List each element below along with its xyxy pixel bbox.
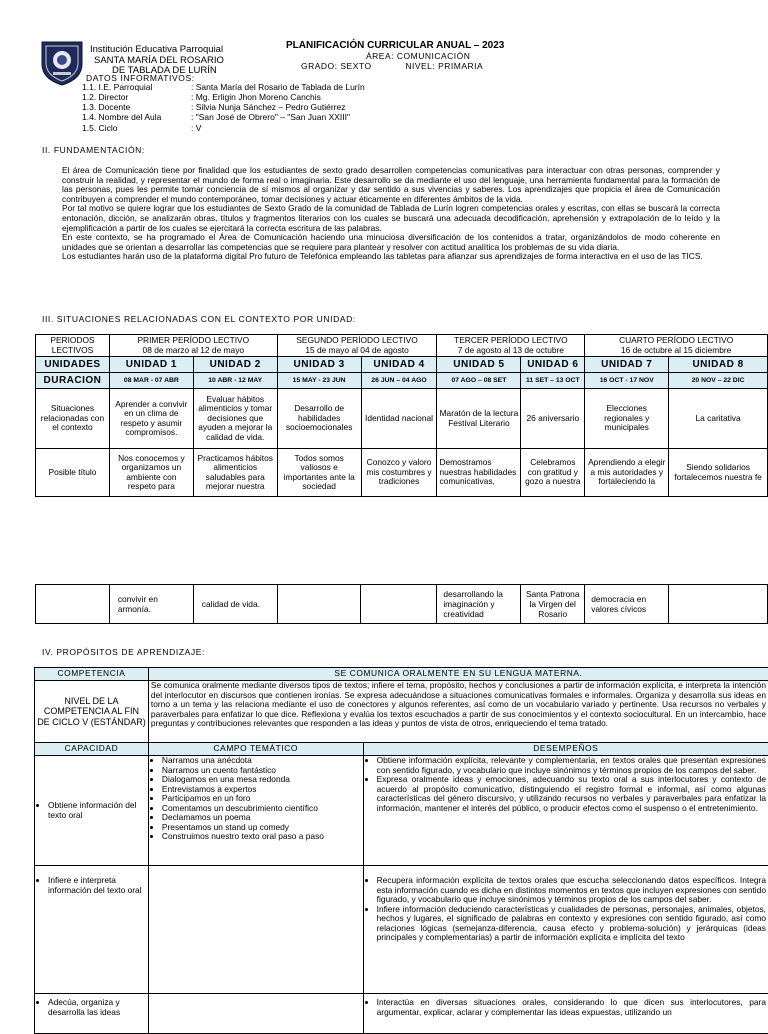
campo-item: • Narramos un cuento fantástico — [162, 766, 361, 776]
school-logo — [38, 38, 86, 86]
periods-row — [36, 335, 768, 357]
info-label: 1.5. Ciclo — [82, 123, 117, 133]
paragraph: En este contexto, se ha programado el Área de Comunicación haciendo una minuciosa diversificación de los contenidos a tratar, organizándolos de modo coherente en unidades que se orientan a desarrollar las competencias que se requiere para plantear y resolver con actitud analítica los problemas de su vida diaria. — [62, 233, 720, 252]
competencia-name: SE COMUNICA ORALMENTE EN SU LENGUA MATERNA. — [148, 668, 768, 681]
continuation-cell: desarrollando la imaginación y creatividad — [437, 585, 521, 624]
period-name: PRIMER PERÍODO LECTIVO — [112, 336, 275, 346]
campo-cell — [148, 756, 363, 866]
period-dates: 15 de mayo al 04 de agosto — [280, 346, 435, 356]
unit-duration: 11 SET – 13 OCT — [521, 373, 585, 389]
duration-label: DURACION — [36, 373, 110, 389]
paragraph: Por tal motivo se quiere lograr que los estudiantes de Sexto Grado de la comunidad de Tablada de Lurín logren competencias orales y escritas, con ellas se buscará la correcta entonación, dicción, se analizarán obras, títulos y fragmentos literarios con los cuales se buscará una adecuada decodificación, aprehensión y extrapolación de lo leído y la ejemplificación a partir de los cuales se ejercitará la correcta escritura de las palabras. — [62, 204, 720, 233]
unit-duration: 16 OCT - 17 NOV — [585, 373, 669, 389]
campo-header: CAMPO TEMÁTICO — [148, 743, 363, 756]
unit-duration: 07 AGO – 08 SET — [437, 373, 521, 389]
units-row — [36, 357, 768, 373]
competencia-row — [35, 668, 768, 681]
info-value: : Santa María del Rosario de Tablada de Lurín — [191, 83, 365, 92]
institution-line-3: DE TABLADA DE LURÍN — [90, 66, 224, 77]
continuation-cell — [277, 585, 361, 624]
continuation-cell: convivir en armonía. — [109, 585, 193, 624]
desempeno-item: • Recupera información explícita de textos orales que escucha seleccionando datos específicos. Integra esta información cuando es dicha en distintos momentos en textos que incluyen expresiones con sentido figurado, y vocabulario que incluye sinónimos y términos propios de los campos del saber. — [377, 876, 766, 905]
campo-item: • Narramos una anécdota — [162, 756, 361, 766]
situation-cell: Evaluar hábitos alimenticios y tomar decisiones que ayuden a mejorar la calidad de vida. — [193, 389, 277, 449]
document-header — [286, 40, 504, 71]
institution-line-2: SANTA MARÍA DEL ROSARIO — [90, 56, 224, 67]
period-name: CUARTO PERÍODO LECTIVO — [587, 336, 765, 346]
unit-header: UNIDAD 4 — [361, 357, 437, 373]
continuation-cell — [361, 585, 437, 624]
continuation-cell: Santa Patrona la Virgen del Rosario — [521, 585, 585, 624]
purposes-table — [34, 667, 768, 1034]
info-label: 1.3. Docente — [82, 102, 130, 112]
continuation-cell — [36, 585, 110, 624]
periods-label: PERIODOS LECTIVOS — [36, 335, 110, 357]
institution-name — [90, 45, 224, 77]
info-row-5 — [82, 124, 117, 133]
desempeno-item: • Interactúa en diversas situaciones orales, considerando lo que dicen sus interlocutores, para argumentar, explicar, aclarar y complementar las ideas expuestas, utilizando un — [377, 998, 766, 1017]
info-value: : "San José de Obrero" – "San Juan XXIII" — [191, 113, 350, 122]
area-label: ÁREA: COMUNICACIÓN — [286, 51, 504, 61]
desempeno-item: • Expresa oralmente ideas y emociones, adecuando su texto oral a sus interlocutores y contexto de acuerdo al propósito comunicativo, distinguiendo el registro formal e informal, así como algunas características del género discursivo, y utilizando recursos no verbales y paraverbales para enfatizar la información, mantener el interés del público, o producir efectos como el suspenso o el entretenimiento. — [377, 775, 766, 813]
period-name: SEGUNDO PERÍODO LECTIVO — [280, 336, 435, 346]
desempenos-header: DESEMPEÑOS — [363, 743, 768, 756]
situation-cell: Elecciones regionales y municipales — [585, 389, 669, 449]
institution-line-1: Institución Educativa Parroquial — [90, 45, 224, 56]
situations-row — [36, 389, 768, 449]
title-cell: Conozco y valoro mis costumbres y tradiciones — [361, 449, 437, 497]
situation-cell: Desarrollo de habilidades socioemocionales — [277, 389, 361, 449]
nivel-text: Se comunica oralmente mediante diversos tipos de textos; infiere el tema, propósito, hechos y conclusiones a partir de información explícita, e interpreta la intención del interlocutor en discursos que contienen ironías. Se expresa adecuándose a situaciones comunicativas formales e informales. Organiza y desarrolla sus ideas en torno a un tema y las relaciona mediante el uso de conectores y algunos referentes, así como de un vocabulario variado y pertinente. Usa recursos no verbales y paraverbales para enfatizar lo que dice. Reflexiona y evalúa los textos escuchados a partir de sus conocimientos y el contexto sociocultural. En un intercambio, hace preguntas y contribuciones relevantes que responden a las ideas y puntos de vista de otros, enriqueciendo el tema tratado. — [148, 681, 768, 743]
period-dates: 08 de marzo al 12 de mayo — [112, 346, 275, 356]
competencia-label: COMPETENCIA — [35, 668, 149, 681]
paragraph: El área de Comunicación tiene por finalidad que los estudiantes de sexto grado desarrollen competencias comunicativas para interactuar con otras personas, comprender y construir la realidad, y representar el mundo de forma real o imaginaria. Este desarrollo se da mediante el uso del lenguaje, una herramienta fundamental para la formación de las personas, pues les permite tomar conciencia de sí mismos al organizar y dar sentido a sus vivencias y saberes. Los aprendizajes que propicia el área de Comunicación contribuyen a comprender el mundo contemporáneo, tomar decisiones y actuar éticamente en diferentes ámbitos de la vida. — [62, 166, 720, 204]
situation-cell: 26 aniversario — [521, 389, 585, 449]
continuation-cell: democracia en valores cívicos — [585, 585, 669, 624]
capacidad-header: CAPACIDAD — [35, 743, 149, 756]
nivel-row — [35, 681, 768, 743]
info-value: : Mg. Erligin Jhon Moreno Canchis — [191, 93, 321, 102]
paragraph: Los estudiantes harán uso de la plataforma digital Pro futuro de Telefónica empleando las tabletas para afianzar sus aprendizajes de forma interactiva en el uso de las TICS. — [62, 252, 720, 262]
campo-cell — [148, 866, 363, 994]
units-label: UNIDADES — [36, 357, 110, 373]
period-4 — [585, 335, 768, 357]
titles-row — [36, 449, 768, 497]
unit-header: UNIDAD 5 — [437, 357, 521, 373]
desempenos-cell — [363, 994, 768, 1034]
capacidad-cell — [35, 756, 149, 866]
situations-label: Situaciones relacionadas con el contexto — [36, 389, 110, 449]
period-name: TERCER PERÍODO LECTIVO — [439, 336, 582, 346]
capacidad-item: • Infiere e interpreta información del texto oral — [48, 876, 146, 895]
title-cell: Todos somos valiosos e importantes ante la sociedad — [277, 449, 361, 497]
situation-cell: Maratón de la lectura Festival Literario — [437, 389, 521, 449]
info-row-2 — [82, 93, 128, 102]
campo-item: • Entrevistamos a expertos — [162, 785, 361, 795]
title-cell: Practicamos hábitos alimenticios saludables para mejorar nuestra — [193, 449, 277, 497]
period-2 — [277, 335, 437, 357]
situation-cell: Identidad nacional — [361, 389, 437, 449]
unit-duration: 20 NOV – 22 DIC — [669, 373, 768, 389]
capacidad-cell — [35, 994, 149, 1034]
unit-header: UNIDAD 8 — [669, 357, 768, 373]
capacidad-row-2 — [35, 866, 768, 994]
period-1 — [109, 335, 277, 357]
info-row-4 — [82, 113, 161, 122]
campo-item: • Presentamos un stand up comedy — [162, 823, 361, 833]
title-cell: Demostramos nuestras habilidades comunicativas, — [437, 449, 521, 497]
period-dates: 7 de agosto al 13 de octubre — [439, 346, 582, 356]
unit-header: UNIDAD 3 — [277, 357, 361, 373]
situation-cell: La caritativa — [669, 389, 768, 449]
grade-level-line — [286, 61, 504, 71]
capacidad-row-3 — [35, 994, 768, 1034]
info-value: : Silvia Nunja Sánchez – Pedro Gutiérrez — [191, 103, 346, 112]
unit-header: UNIDAD 6 — [521, 357, 585, 373]
info-label: 1.1. I.E. Parroquial — [82, 82, 152, 92]
desempenos-cell — [363, 756, 768, 866]
capacidad-cell — [35, 866, 149, 994]
desempenos-cell — [363, 866, 768, 994]
continuation-row — [36, 585, 768, 624]
unit-duration: 08 MAR - 07 ABR — [109, 373, 193, 389]
fundamentacion-text — [62, 166, 720, 262]
situation-cell: Aprender a convivir en un clima de respeto y asumir compromisos. — [109, 389, 193, 449]
capacidad-row-1 — [35, 756, 768, 866]
desempeno-item: • Obtiene información explícita, relevante y complementaria, en textos orales que presentan expresiones con sentido figurado, y vocabulario que incluye sinónimos y términos propios de los campos del saber. — [377, 756, 766, 775]
info-label: 1.2. Director — [82, 92, 128, 102]
title-cell: Siendo solidarios fortalecemos nuestra fe — [669, 449, 768, 497]
grade-label: GRADO: SEXTO — [301, 61, 372, 71]
unit-duration: 15 MAY - 23 JUN — [277, 373, 361, 389]
titles-label: Posible título — [36, 449, 110, 497]
continuation-cell — [669, 585, 768, 624]
unit-duration: 10 ABR - 12 MAY — [193, 373, 277, 389]
info-label: 1.4. Nombre del Aula — [82, 112, 161, 122]
unit-header: UNIDAD 7 — [585, 357, 669, 373]
info-value: : V — [191, 124, 201, 133]
document-title: PLANIFICACIÓN CURRICULAR ANUAL – 2023 — [286, 40, 504, 51]
unit-header: UNIDAD 2 — [193, 357, 277, 373]
campo-cell — [148, 994, 363, 1034]
section-2-title: II. FUNDAMENTACIÓN: — [42, 145, 145, 155]
campo-item: • Dialogamos en una mesa redonda — [162, 775, 361, 785]
units-table — [35, 334, 768, 497]
campo-item: • Comentamos un descubrimiento científico — [162, 804, 361, 814]
continuation-cell: calidad de vida. — [193, 585, 277, 624]
unit-header: UNIDAD 1 — [109, 357, 193, 373]
campo-item: • Construimos nuestro texto oral paso a paso — [162, 832, 361, 842]
capacidad-item: • Adecúa, organiza y desarrolla las ideas — [48, 998, 146, 1017]
title-cell: Nos conocemos y organizamos un ambiente con respeto para — [109, 449, 193, 497]
period-3 — [437, 335, 585, 357]
duration-row — [36, 373, 768, 389]
title-cell: Aprendiendo a elegir a mis autoridades y fortaleciendo la — [585, 449, 669, 497]
info-row-3 — [82, 103, 130, 112]
campo-item: • Participamos en un foro — [162, 794, 361, 804]
capacidad-item: • Obtiene información del texto oral — [48, 801, 146, 820]
section-4-title: IV. PROPÓSITOS DE APRENDIZAJE: — [42, 647, 205, 657]
section-3-title: III. SITUACIONES RELACIONADAS CON EL CONTEXTO POR UNIDAD: — [42, 314, 356, 324]
unit-duration: 26 JUN – 04 AGO — [361, 373, 437, 389]
section-1-title: DATOS INFORMATIVOS: — [86, 73, 195, 83]
period-dates: 16 de octubre al 15 diciembre — [587, 346, 765, 356]
nivel-label: NIVEL DE LA COMPETENCIA AL FIN DE CICLO V (ESTÁNDAR) — [35, 681, 149, 743]
title-cell: Celebramos con gratitud y gozo a nuestra — [521, 449, 585, 497]
campo-item: • Declamamos un poema — [162, 813, 361, 823]
info-row-1 — [82, 83, 152, 92]
desempeno-item: • Infiere información deduciendo características y cualidades de personas, personajes, animales, objetos, hechos y lugares, el significado de palabras en contexto y expresiones con sentido figurado, así como relaciones lógicas (semejanza-diferencia, causa efecto y problema-solución) y jerárquicas (ideas principales y complementarias) a partir de información explícita e implícita del texto — [377, 905, 766, 943]
units-table-continuation — [35, 584, 768, 624]
level-label: NIVEL: PRIMARIA — [405, 61, 483, 71]
header-row — [35, 743, 768, 756]
